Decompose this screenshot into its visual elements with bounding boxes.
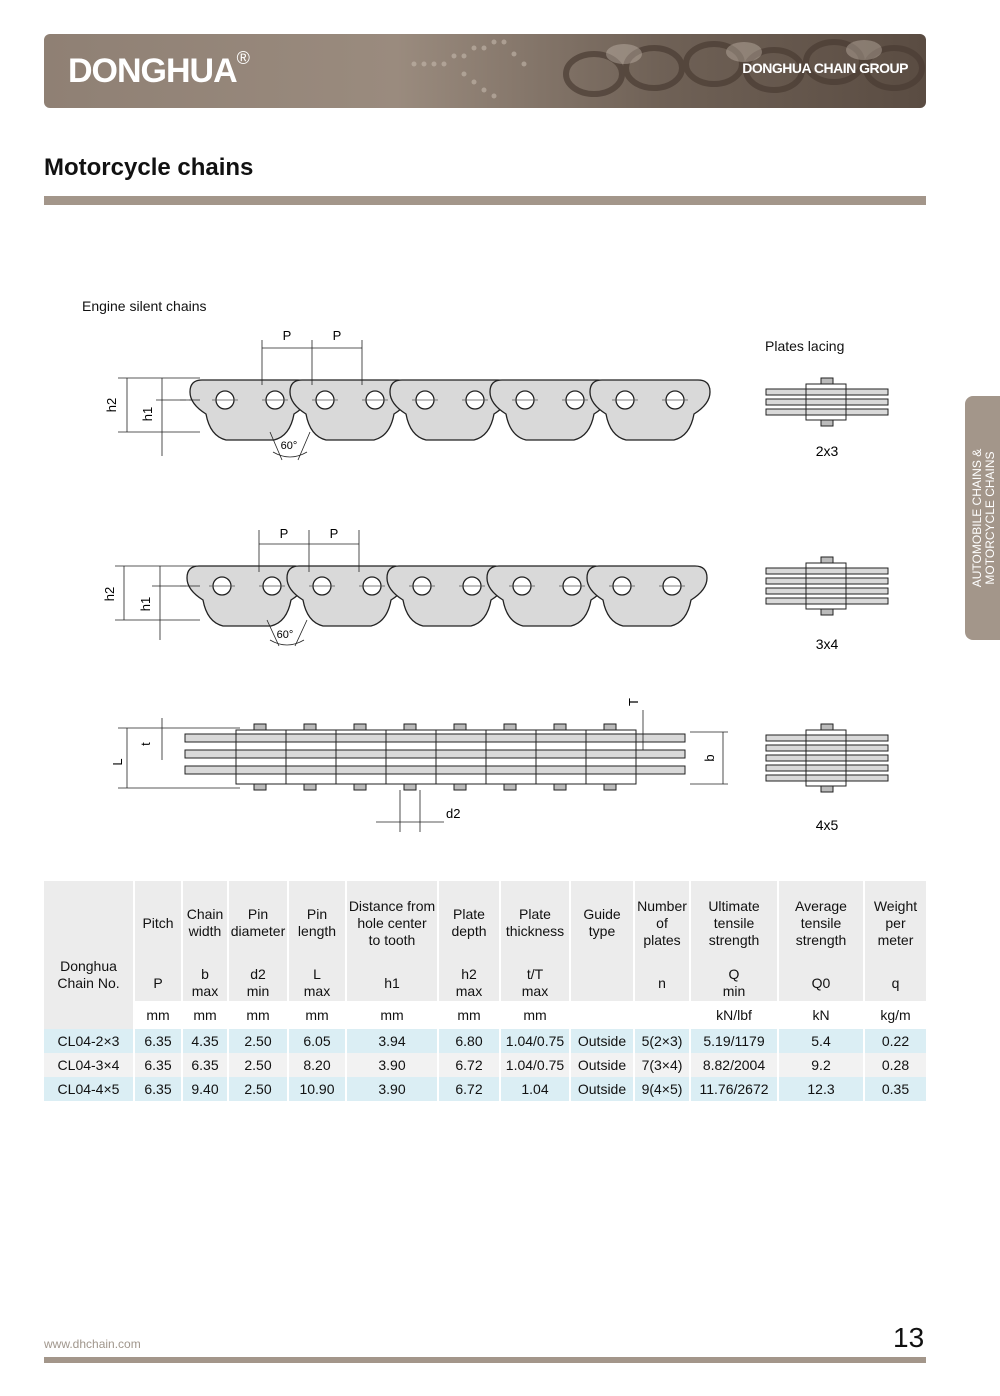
table-cell: Outside bbox=[570, 1077, 634, 1101]
col-header: Guide type bbox=[570, 881, 634, 965]
table-cell: 3.90 bbox=[346, 1077, 438, 1101]
lacing-pin-head bbox=[821, 557, 833, 563]
lacing-plate bbox=[766, 745, 888, 751]
pin-head bbox=[604, 724, 616, 730]
pin-head bbox=[304, 784, 316, 790]
lacing-diagrams bbox=[766, 378, 888, 792]
table-cell: 12.3 bbox=[778, 1077, 864, 1101]
col-header: Ultimate tensile strength bbox=[690, 881, 778, 965]
chain-top-view bbox=[110, 698, 728, 832]
chain-no-cell: CL04-4×5 bbox=[44, 1077, 134, 1101]
header-row bbox=[44, 881, 926, 965]
col-unit: mm bbox=[228, 1001, 288, 1029]
lacing-caption-4x5: 4x5 bbox=[815, 817, 839, 833]
pin-head bbox=[254, 724, 266, 730]
table-cell: 3.90 bbox=[346, 1053, 438, 1077]
lacing-plate bbox=[766, 765, 888, 771]
col-unit: kN/lbf bbox=[690, 1001, 778, 1029]
col-header: Number of plates bbox=[634, 881, 690, 965]
lacing-plate bbox=[766, 588, 888, 594]
col-symbol: P bbox=[134, 965, 182, 1001]
pin-head bbox=[404, 724, 416, 730]
pin-head bbox=[554, 724, 566, 730]
table-cell: 10.90 bbox=[288, 1077, 346, 1101]
pin-head bbox=[454, 784, 466, 790]
svg-text:60°: 60° bbox=[280, 440, 298, 452]
col-symbol: Q min bbox=[690, 965, 778, 1001]
chain-no-cell: CL04-2×3 bbox=[44, 1029, 134, 1053]
table-row bbox=[44, 1077, 926, 1101]
spec-table bbox=[44, 881, 926, 1101]
section-label: Engine silent chains bbox=[82, 298, 207, 314]
col-symbol: t/T max bbox=[500, 965, 570, 1001]
svg-text:d2: d2 bbox=[446, 806, 461, 821]
table-cell: 6.72 bbox=[438, 1077, 500, 1101]
col-unit bbox=[634, 1001, 690, 1029]
pin-head bbox=[554, 784, 566, 790]
lacing-pin-head bbox=[821, 724, 833, 730]
table-cell: 6.35 bbox=[134, 1053, 182, 1077]
lacing-title: Plates lacing bbox=[765, 338, 845, 354]
chain-no-cell: CL04-3×4 bbox=[44, 1053, 134, 1077]
pin-head bbox=[504, 724, 516, 730]
col-header: Weight per meter bbox=[864, 881, 926, 965]
col-symbol: L max bbox=[288, 965, 346, 1001]
col-header: Pin length bbox=[288, 881, 346, 965]
svg-text:60°: 60° bbox=[276, 629, 294, 641]
top-plate-strip bbox=[185, 734, 685, 742]
table-cell: 7(3×4) bbox=[634, 1053, 690, 1077]
table-cell: 0.22 bbox=[864, 1029, 926, 1053]
table-cell: 6.35 bbox=[134, 1077, 182, 1101]
page-number: 13 bbox=[893, 1322, 925, 1353]
col-symbol: h1 bbox=[346, 965, 438, 1001]
table-cell: 5(2×3) bbox=[634, 1029, 690, 1053]
table-cell: 6.05 bbox=[288, 1029, 346, 1053]
brand-logo: DONGHUA® bbox=[68, 48, 249, 90]
lacing-pin-head bbox=[821, 786, 833, 792]
col-unit: mm bbox=[438, 1001, 500, 1029]
chain-plate bbox=[590, 380, 710, 440]
table-cell: 3.94 bbox=[346, 1029, 438, 1053]
table-cell: 5.19/1179 bbox=[690, 1029, 778, 1053]
lacing-plate bbox=[766, 568, 888, 574]
svg-text:P: P bbox=[279, 526, 289, 541]
table-cell: 6.72 bbox=[438, 1053, 500, 1077]
chain-side-view-1 bbox=[104, 328, 710, 460]
col-header: Distance from hole center to tooth bbox=[346, 881, 438, 965]
pin-head bbox=[354, 724, 366, 730]
group-name: DONGHUA CHAIN GROUP bbox=[742, 60, 908, 76]
top-plate-strip bbox=[185, 750, 685, 758]
col-unit: mm bbox=[134, 1001, 182, 1029]
lacing-plate bbox=[766, 598, 888, 604]
table-cell: 1.04 bbox=[500, 1077, 570, 1101]
svg-text:h2: h2 bbox=[104, 397, 119, 413]
table-cell: 6.80 bbox=[438, 1029, 500, 1053]
svg-text:P: P bbox=[282, 328, 292, 343]
col-symbol: h2 max bbox=[438, 965, 500, 1001]
svg-text:L: L bbox=[110, 758, 125, 766]
col-unit: mm bbox=[288, 1001, 346, 1029]
svg-text:T: T bbox=[626, 698, 641, 706]
table-cell: 2.50 bbox=[228, 1053, 288, 1077]
col-unit: mm bbox=[182, 1001, 228, 1029]
col-unit: kN bbox=[778, 1001, 864, 1029]
symbol-row bbox=[44, 965, 926, 1001]
table-cell: 1.04/0.75 bbox=[500, 1053, 570, 1077]
lacing-plate bbox=[766, 389, 888, 395]
col-header: Plate thickness bbox=[500, 881, 570, 965]
table-cell: 6.35 bbox=[182, 1053, 228, 1077]
table-cell: 0.35 bbox=[864, 1077, 926, 1101]
table-cell: Outside bbox=[570, 1053, 634, 1077]
col-symbol: q bbox=[864, 965, 926, 1001]
lacing-caption-2x3: 2x3 bbox=[815, 443, 839, 459]
pin-head bbox=[304, 724, 316, 730]
pin-head bbox=[604, 784, 616, 790]
svg-text:h1: h1 bbox=[138, 596, 153, 612]
table-cell: 0.28 bbox=[864, 1053, 926, 1077]
lacing-plate bbox=[766, 409, 888, 415]
svg-text:t: t bbox=[138, 742, 153, 746]
table-row bbox=[44, 1029, 926, 1053]
table-cell: 5.4 bbox=[778, 1029, 864, 1053]
svg-text:h2: h2 bbox=[102, 586, 117, 602]
col-symbol: n bbox=[634, 965, 690, 1001]
col-unit bbox=[570, 1001, 634, 1029]
lacing-plate bbox=[766, 775, 888, 781]
top-plate-strip bbox=[185, 766, 685, 774]
lacing-pin-head bbox=[821, 378, 833, 384]
svg-text:P: P bbox=[332, 328, 342, 343]
col-symbol: d2 min bbox=[228, 965, 288, 1001]
side-tab-label: AUTOMOBILE CHAINS & MOTORCYCLE CHAINS bbox=[970, 448, 997, 588]
footer-url: www.dhchain.com bbox=[44, 1337, 141, 1351]
table-cell: 6.35 bbox=[134, 1029, 182, 1053]
col-unit: mm bbox=[346, 1001, 438, 1029]
pin-head bbox=[504, 784, 516, 790]
footer-rule bbox=[44, 1357, 926, 1363]
svg-text:b: b bbox=[702, 754, 717, 762]
col-header: Chain width bbox=[182, 881, 228, 965]
table-cell: 9.2 bbox=[778, 1053, 864, 1077]
lacing-plate bbox=[766, 735, 888, 741]
pin-head bbox=[454, 724, 466, 730]
lacing-plate bbox=[766, 578, 888, 584]
lacing-caption-3x4: 3x4 bbox=[815, 636, 839, 652]
pin-head bbox=[254, 784, 266, 790]
col-symbol bbox=[570, 965, 634, 1001]
units-row bbox=[44, 1001, 926, 1029]
chain-plate bbox=[587, 566, 707, 626]
page-title: Motorcycle chains bbox=[44, 154, 254, 181]
table-cell: 8.20 bbox=[288, 1053, 346, 1077]
table-cell: 1.04/0.75 bbox=[500, 1029, 570, 1053]
table-cell: 8.82/2004 bbox=[690, 1053, 778, 1077]
svg-text:P: P bbox=[329, 526, 339, 541]
table-cell: 9(4×5) bbox=[634, 1077, 690, 1101]
table-cell: 2.50 bbox=[228, 1077, 288, 1101]
col-unit: mm bbox=[500, 1001, 570, 1029]
col-header: Average tensile strength bbox=[778, 881, 864, 965]
col-header: Plate depth bbox=[438, 881, 500, 965]
col-header: Pin diameter bbox=[228, 881, 288, 965]
table-cell: 4.35 bbox=[182, 1029, 228, 1053]
pin-head bbox=[354, 784, 366, 790]
pin-head bbox=[404, 784, 416, 790]
lacing-pin-head bbox=[821, 609, 833, 615]
lacing-plate bbox=[766, 755, 888, 761]
table-cell: 9.40 bbox=[182, 1077, 228, 1101]
svg-text:h1: h1 bbox=[140, 406, 155, 422]
col-symbol: Q0 bbox=[778, 965, 864, 1001]
chain-side-view-2 bbox=[102, 526, 707, 646]
chain-no-header: Donghua Chain No. bbox=[44, 881, 134, 1029]
table-cell: 11.76/2672 bbox=[690, 1077, 778, 1101]
table-row bbox=[44, 1053, 926, 1077]
lacing-plate bbox=[766, 399, 888, 405]
lacing-pin-head bbox=[821, 420, 833, 426]
col-unit: kg/m bbox=[864, 1001, 926, 1029]
col-symbol: b max bbox=[182, 965, 228, 1001]
table-cell: 2.50 bbox=[228, 1029, 288, 1053]
col-header: Pitch bbox=[134, 881, 182, 965]
table-cell: Outside bbox=[570, 1029, 634, 1053]
